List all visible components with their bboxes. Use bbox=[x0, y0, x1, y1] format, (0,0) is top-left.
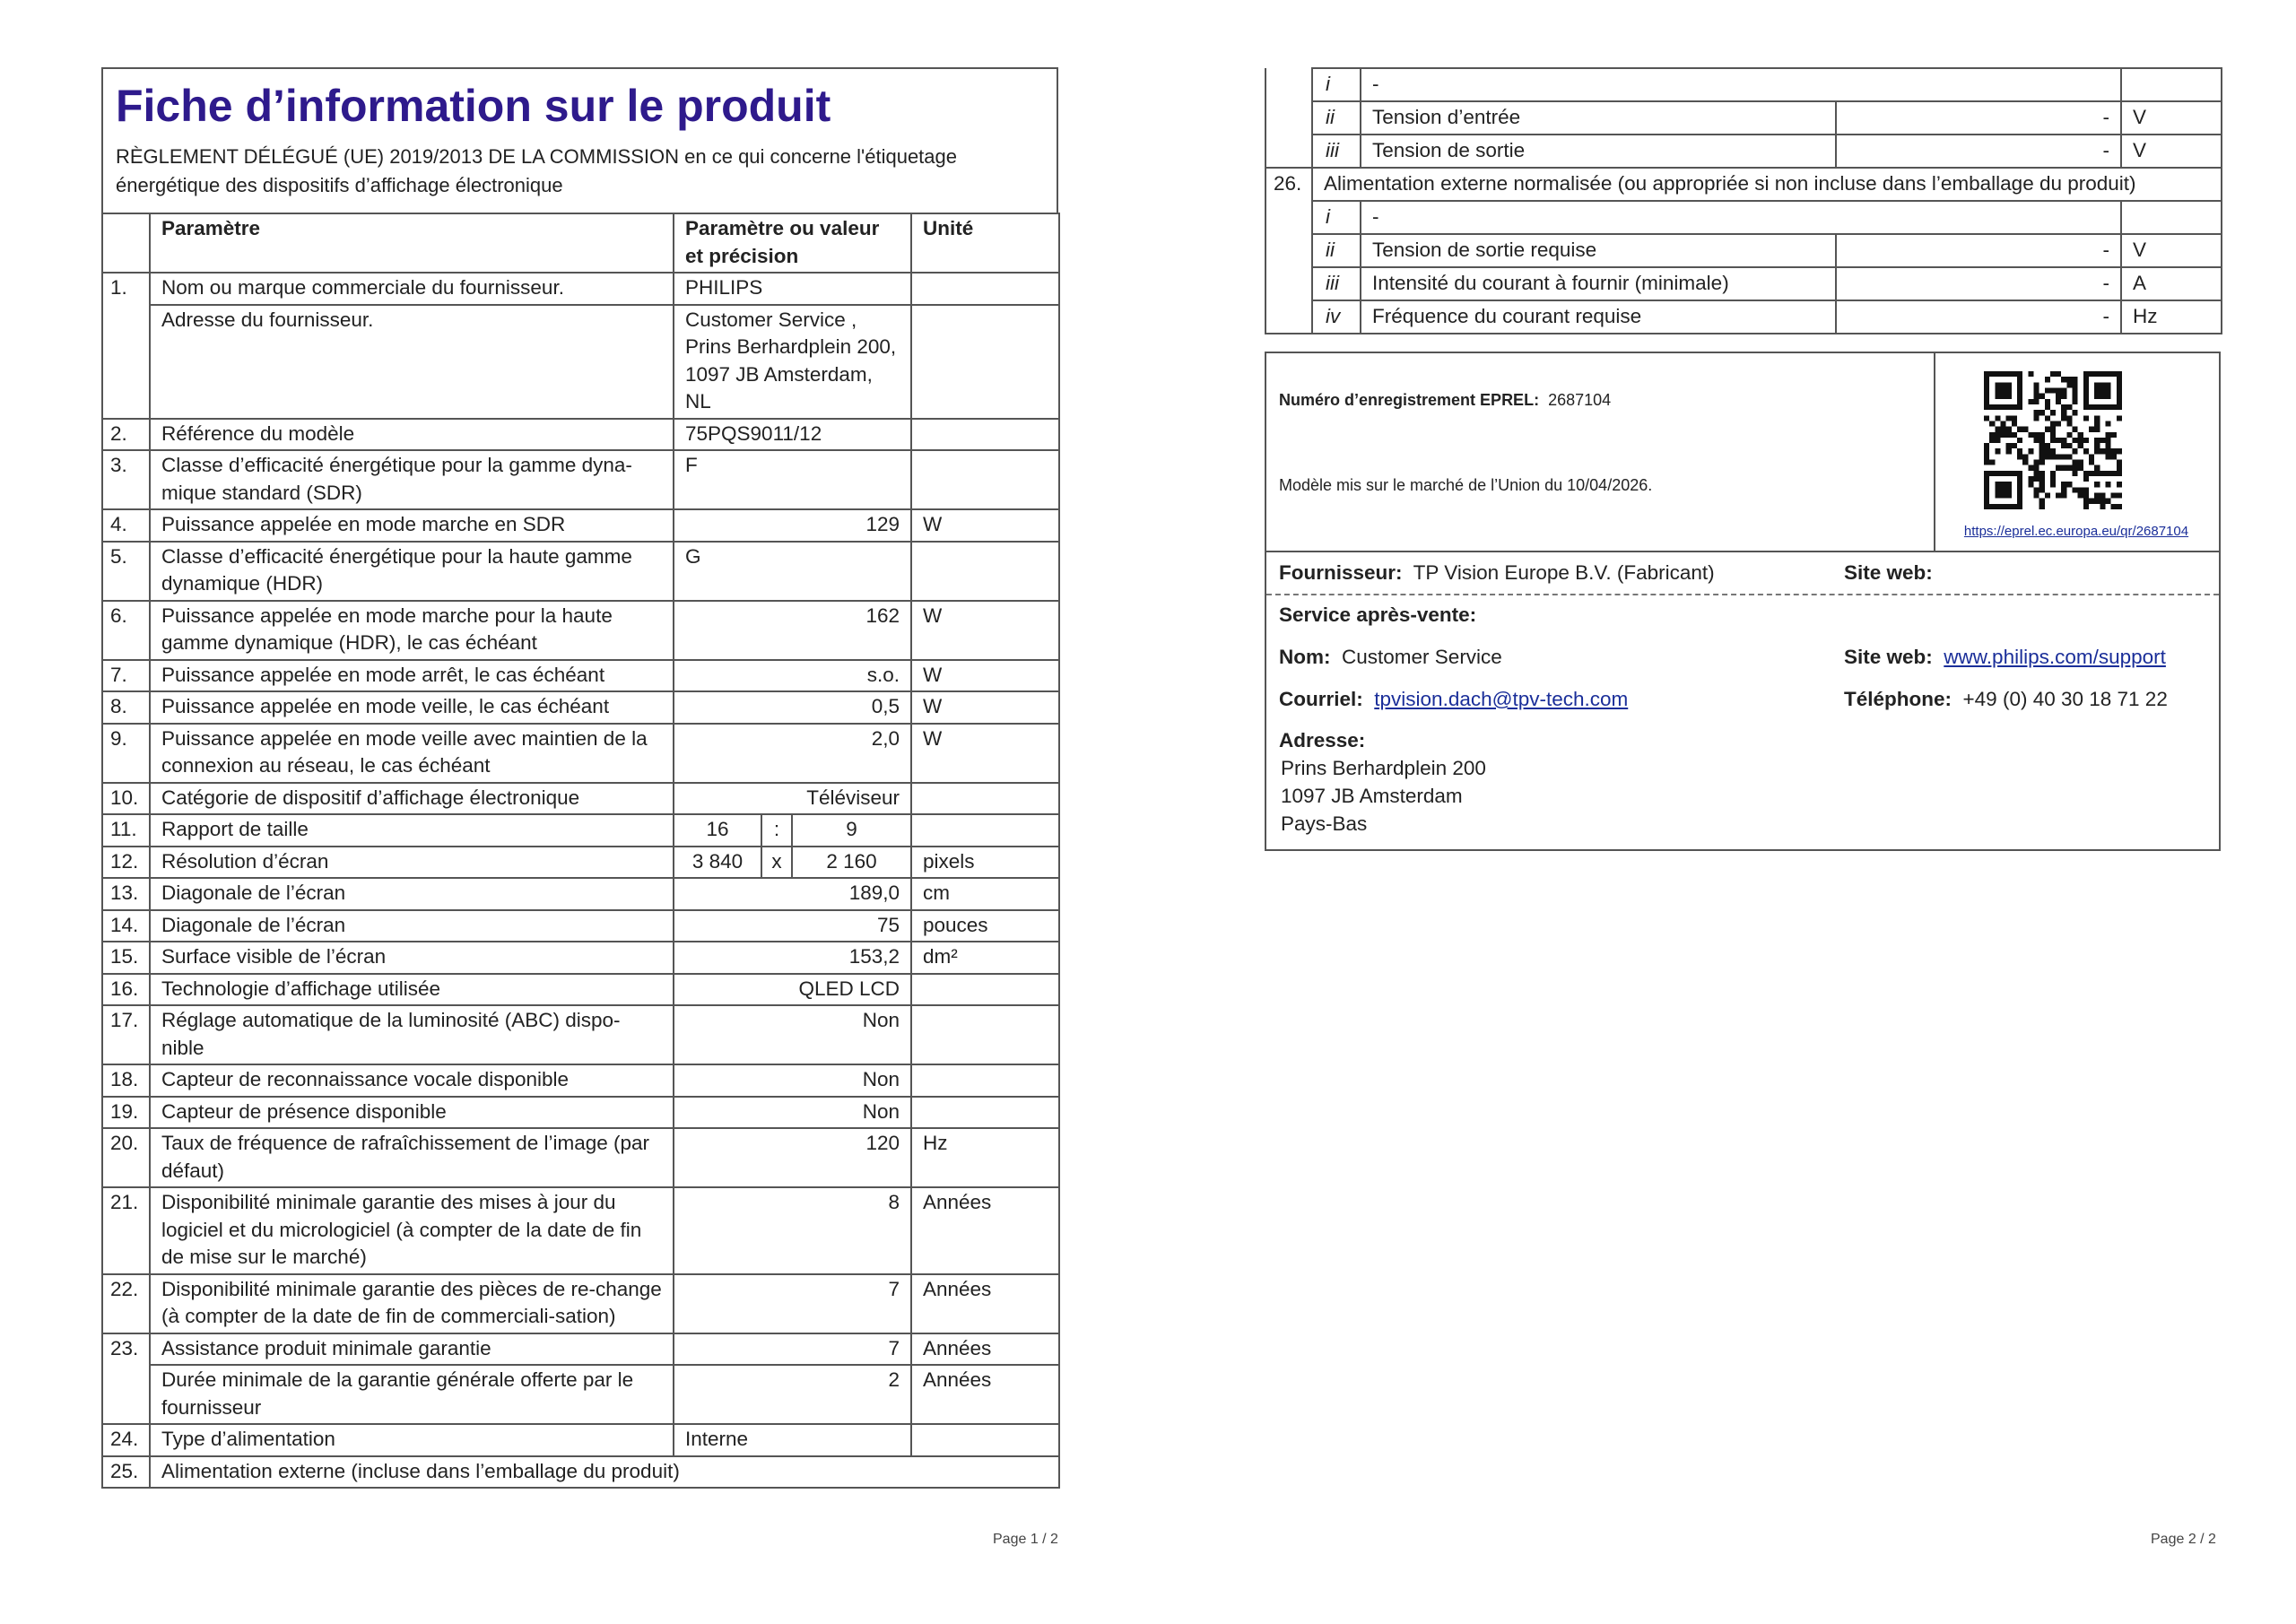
row-number: 7. bbox=[102, 660, 150, 692]
row-value: 120 bbox=[674, 1128, 911, 1187]
row-unit: Années bbox=[911, 1274, 1059, 1333]
table-row: iii Tension de sortie - V bbox=[1265, 135, 2222, 168]
market-date: Modèle mis sur le marché de l’Union du 10/04/2026. bbox=[1279, 476, 1653, 494]
row-number: 22. bbox=[102, 1274, 150, 1333]
row-number: 14. bbox=[102, 910, 150, 942]
service-name: Nom: Customer Service bbox=[1279, 646, 1502, 668]
service-phone: Téléphone: +49 (0) 40 30 18 71 22 bbox=[1844, 688, 2168, 710]
table-row bbox=[102, 1097, 1059, 1129]
row-unit: W bbox=[911, 509, 1059, 542]
table-row: i - bbox=[1265, 68, 2222, 101]
row-param: Type d’alimentation bbox=[150, 1424, 674, 1456]
row-unit bbox=[911, 974, 1059, 1006]
row-unit: Années bbox=[911, 1365, 1059, 1424]
row-number: 5. bbox=[102, 542, 150, 601]
table-row bbox=[102, 691, 1059, 724]
qr-code-icon[interactable] bbox=[1984, 371, 2122, 509]
row-value: Non bbox=[674, 1064, 911, 1097]
table-row: ii Tension de sortie requise - V bbox=[1265, 234, 2222, 267]
row-unit bbox=[911, 1424, 1059, 1456]
table-row bbox=[102, 305, 1059, 419]
row-value: 75PQS9011/12 bbox=[674, 419, 911, 451]
eprel-box bbox=[1265, 352, 2221, 851]
table-row bbox=[102, 660, 1059, 692]
row-value: 162 bbox=[674, 601, 911, 660]
table-header-row bbox=[102, 213, 1059, 273]
row-number: 10. bbox=[102, 783, 150, 815]
row-param: Rapport de taille bbox=[150, 814, 674, 847]
supplier-web-label: Site web: bbox=[1844, 561, 1933, 584]
row-unit bbox=[911, 1005, 1059, 1064]
row-value: 7 bbox=[674, 1274, 911, 1333]
row-number: 24. bbox=[102, 1424, 150, 1456]
row-param: Résolution d’écran bbox=[150, 847, 674, 879]
row-unit: W bbox=[911, 691, 1059, 724]
table-row: 26. Alimentation externe normalisée (ou appropriée si non incluse dans l’emballage du produit) bbox=[1265, 168, 2222, 201]
row-value: F bbox=[674, 450, 911, 509]
row-number bbox=[102, 1365, 150, 1424]
row-number: 9. bbox=[102, 724, 150, 783]
row-param: Adresse du fournisseur. bbox=[150, 305, 674, 419]
row-value: Customer Service , Prins Berhardplein 200, 1097 JB Amsterdam, NL bbox=[674, 305, 911, 419]
row-param: Durée minimale de la garantie générale offerte par le fournisseur bbox=[150, 1365, 674, 1424]
row-param: Puissance appelée en mode arrêt, le cas échéant bbox=[150, 660, 674, 692]
table-row bbox=[102, 509, 1059, 542]
row-number: 17. bbox=[102, 1005, 150, 1064]
row-number: 23. bbox=[102, 1333, 150, 1366]
row-param: Référence du modèle bbox=[150, 419, 674, 451]
row-param: Capteur de présence disponible bbox=[150, 1097, 674, 1129]
eprel-number: 2687104 bbox=[1548, 391, 1612, 409]
row-param: Puissance appelée en mode marche pour la haute gamme dynamique (HDR), le cas échéant bbox=[150, 601, 674, 660]
row-param: Capteur de reconnaissance vocale disponible bbox=[150, 1064, 674, 1097]
table-row bbox=[102, 542, 1059, 601]
row-param: Réglage automatique de la luminosité (ABC) dispo-nible bbox=[150, 1005, 674, 1064]
row-unit: pixels bbox=[911, 847, 1059, 879]
table-row bbox=[102, 974, 1059, 1006]
page-title: Fiche d’information sur le produit bbox=[116, 81, 831, 131]
row-number: 13. bbox=[102, 878, 150, 910]
row-param: Diagonale de l’écran bbox=[150, 878, 674, 910]
row-unit: Années bbox=[911, 1333, 1059, 1366]
row-value: QLED LCD bbox=[674, 974, 911, 1006]
eprel-registration: Numéro d’enregistrement EPREL: 2687104 bbox=[1279, 391, 1612, 409]
row-number: 15. bbox=[102, 942, 150, 974]
table-row bbox=[102, 783, 1059, 815]
row-unit: W bbox=[911, 724, 1059, 783]
row-value: 75 bbox=[674, 910, 911, 942]
row-unit bbox=[911, 814, 1059, 847]
row-value: Téléviseur bbox=[674, 783, 911, 815]
row-number: 16. bbox=[102, 974, 150, 1006]
row-param: Puissance appelée en mode marche en SDR bbox=[150, 509, 674, 542]
row-unit: W bbox=[911, 660, 1059, 692]
table-row bbox=[102, 814, 1059, 847]
row-number: 4. bbox=[102, 509, 150, 542]
supplier-label: Fournisseur: bbox=[1279, 561, 1403, 584]
row-number: 8. bbox=[102, 691, 150, 724]
table-row bbox=[102, 450, 1059, 509]
table-row bbox=[102, 419, 1059, 451]
row-param: Nom ou marque commerciale du fournisseur. bbox=[150, 273, 674, 305]
address-line: Prins Berhardplein 200 bbox=[1281, 757, 1486, 779]
table-row bbox=[102, 724, 1059, 783]
row-number: 1. bbox=[102, 273, 150, 305]
row-value: 7 bbox=[674, 1333, 911, 1366]
table-row bbox=[102, 273, 1059, 305]
row-unit: dm² bbox=[911, 942, 1059, 974]
row-unit bbox=[911, 1097, 1059, 1129]
table-row bbox=[102, 1333, 1059, 1366]
table-row bbox=[102, 1424, 1059, 1456]
sheet-header bbox=[101, 67, 1058, 213]
row-number: 11. bbox=[102, 814, 150, 847]
row-param: Puissance appelée en mode veille, le cas échéant bbox=[150, 691, 674, 724]
row-value: 2 bbox=[674, 1365, 911, 1424]
row-value: Non bbox=[674, 1005, 911, 1064]
row-value: PHILIPS bbox=[674, 273, 911, 305]
table-row bbox=[102, 1128, 1059, 1187]
row-param: Classe d’efficacité énergétique pour la haute gamme dynamique (HDR) bbox=[150, 542, 674, 601]
table-row bbox=[102, 1456, 1059, 1489]
row-unit bbox=[911, 783, 1059, 815]
row-param: Surface visible de l’écran bbox=[150, 942, 674, 974]
row-param: Disponibilité minimale garantie des pièces de re-change (à compter de la date de fin de commerciali-sation) bbox=[150, 1274, 674, 1333]
address-line: 1097 JB Amsterdam bbox=[1281, 785, 1463, 807]
row-param: Puissance appelée en mode veille avec maintien de la connexion au réseau, le cas échéant bbox=[150, 724, 674, 783]
row-value-b: 2 160 bbox=[792, 847, 911, 879]
table-row bbox=[102, 601, 1059, 660]
supplier-name: TP Vision Europe B.V. (Fabricant) bbox=[1413, 561, 1715, 584]
row-value: Non bbox=[674, 1097, 911, 1129]
row-param: Disponibilité minimale garantie des mises à jour du logiciel et du micrologiciel (à compter de la date de fin de mise sur le marché) bbox=[150, 1187, 674, 1274]
eprel-link[interactable]: https://eprel.ec.europa.eu/qr/2687104 bbox=[1963, 524, 2189, 539]
row-number: 18. bbox=[102, 1064, 150, 1097]
row-value: 153,2 bbox=[674, 942, 911, 974]
page-2 bbox=[1265, 67, 2221, 334]
row-value-b: 9 bbox=[792, 814, 911, 847]
row-unit: Années bbox=[911, 1187, 1059, 1274]
row-unit: cm bbox=[911, 878, 1059, 910]
table-row: iii Intensité du courant à fournir (minimale) - A bbox=[1265, 267, 2222, 300]
row-unit: Hz bbox=[911, 1128, 1059, 1187]
row-separator: x bbox=[761, 847, 792, 879]
row-param: Catégorie de dispositif d’affichage électronique bbox=[150, 783, 674, 815]
service-website: Site web: www.philips.com/support bbox=[1844, 646, 2166, 668]
table-row bbox=[102, 1005, 1059, 1064]
table-row bbox=[102, 910, 1059, 942]
header-unit: Unité bbox=[911, 213, 1059, 273]
page-1 bbox=[101, 67, 1058, 1489]
row-unit: W bbox=[911, 601, 1059, 660]
row-value: 2,0 bbox=[674, 724, 911, 783]
regulation-subtitle: RÈGLEMENT DÉLÉGUÉ (UE) 2019/2013 DE LA COMMISSION en ce qui concerne l'étiquetage énergétique des dispositifs d’affichage électronique bbox=[116, 145, 957, 196]
row-number: 19. bbox=[102, 1097, 150, 1129]
row-param: Classe d’efficacité énergétique pour la gamme dyna-mique standard (SDR) bbox=[150, 450, 674, 509]
row-unit bbox=[911, 450, 1059, 509]
row-number: 3. bbox=[102, 450, 150, 509]
row-value-a: 16 bbox=[674, 814, 761, 847]
row-value: 0,5 bbox=[674, 691, 911, 724]
table-row: ii Tension d’entrée - V bbox=[1265, 101, 2222, 135]
row-unit bbox=[911, 305, 1059, 419]
row-number: 21. bbox=[102, 1187, 150, 1274]
row-param: Alimentation externe (incluse dans l’emballage du produit) bbox=[150, 1456, 1059, 1489]
header-value: Paramètre ou valeur et précision bbox=[674, 213, 911, 273]
row-value: 129 bbox=[674, 509, 911, 542]
product-info-table bbox=[101, 213, 1060, 1489]
table-row: i - bbox=[1265, 201, 2222, 234]
row-separator: : bbox=[761, 814, 792, 847]
address-label: Adresse: bbox=[1279, 729, 1366, 751]
table-row bbox=[102, 942, 1059, 974]
row-value: Interne bbox=[674, 1424, 911, 1456]
row-unit bbox=[911, 273, 1059, 305]
email-link[interactable]: tpvision.dach@tpv-tech.com bbox=[1374, 688, 1629, 710]
row-number: 6. bbox=[102, 601, 150, 660]
table-row bbox=[102, 1365, 1059, 1424]
row-unit bbox=[911, 1064, 1059, 1097]
row-param: Technologie d’affichage utilisée bbox=[150, 974, 674, 1006]
row-value: 8 bbox=[674, 1187, 911, 1274]
website-link[interactable]: www.philips.com/support bbox=[1944, 646, 2166, 668]
address-line: Pays-Bas bbox=[1281, 812, 1368, 835]
row-value: G bbox=[674, 542, 911, 601]
row-param: Diagonale de l’écran bbox=[150, 910, 674, 942]
row-number: 25. bbox=[102, 1456, 150, 1489]
row-number: 12. bbox=[102, 847, 150, 879]
row-value: s.o. bbox=[674, 660, 911, 692]
supplier-row bbox=[1266, 552, 2219, 595]
table-row bbox=[102, 878, 1059, 910]
row-value: 189,0 bbox=[674, 878, 911, 910]
row-value-a: 3 840 bbox=[674, 847, 761, 879]
row-unit bbox=[911, 542, 1059, 601]
page-2-footer: Page 2 / 2 bbox=[2151, 1532, 2216, 1547]
table-row: iv Fréquence du courant requise - Hz bbox=[1265, 300, 2222, 334]
header-param: Paramètre bbox=[150, 213, 674, 273]
page-1-footer: Page 1 / 2 bbox=[993, 1532, 1058, 1547]
row-unit: pouces bbox=[911, 910, 1059, 942]
row-number bbox=[102, 305, 150, 419]
service-email: Courriel: tpvision.dach@tpv-tech.com bbox=[1279, 688, 1629, 710]
table-row bbox=[102, 1274, 1059, 1333]
table-row bbox=[102, 847, 1059, 879]
table-row bbox=[102, 1064, 1059, 1097]
row-param: Taux de fréquence de rafraîchissement de l’image (par défaut) bbox=[150, 1128, 674, 1187]
row-number: 2. bbox=[102, 419, 150, 451]
table-row bbox=[102, 1187, 1059, 1274]
external-power-table bbox=[1265, 67, 2222, 334]
row-unit bbox=[911, 419, 1059, 451]
service-title: Service après-vente: bbox=[1279, 604, 1477, 626]
row-number: 20. bbox=[102, 1128, 150, 1187]
row-param: Assistance produit minimale garantie bbox=[150, 1333, 674, 1366]
